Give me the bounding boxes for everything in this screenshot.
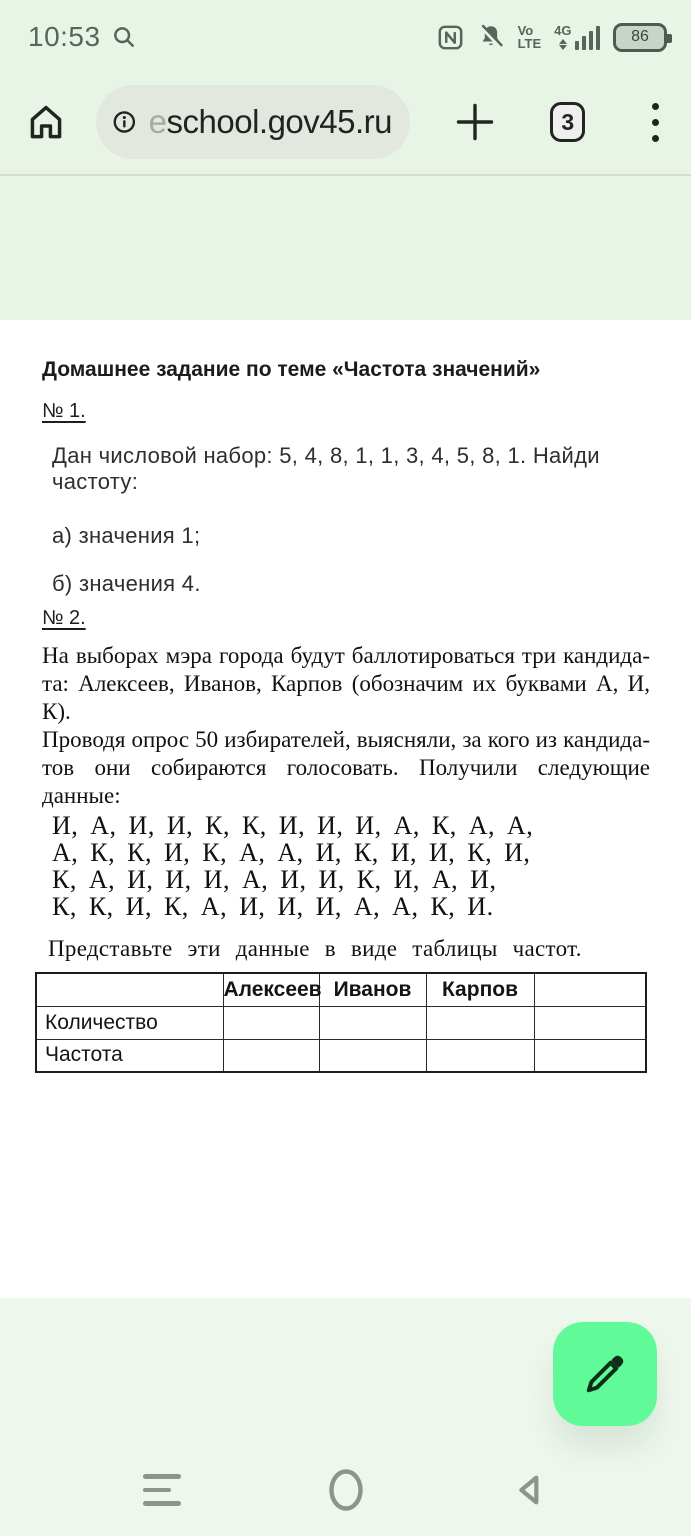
volte-bottom-label: LTE	[517, 36, 542, 51]
row-label-frequency: Частота	[36, 1039, 223, 1072]
task2-paragraph	[42, 642, 650, 810]
battery-percent: 86	[631, 28, 649, 45]
home-icon	[24, 100, 68, 144]
url-text	[149, 103, 392, 141]
task1-label: № 1.	[42, 400, 86, 422]
table-header-empty	[36, 973, 223, 1006]
homework-title: Домашнее задание по теме «Частота значений»	[42, 358, 541, 381]
plus-icon	[452, 99, 498, 145]
table-row	[36, 1039, 646, 1072]
network-type-label: 4G	[554, 23, 572, 38]
status-bar-right	[437, 23, 667, 52]
table-header-row	[36, 973, 646, 1006]
new-tab-button[interactable]	[452, 97, 498, 147]
status-bar	[0, 0, 691, 70]
table-cell	[223, 1006, 319, 1039]
survey-data-line: И, А, И, И, К, К, И, И, И, А, К, А, А,	[52, 811, 534, 840]
table-header-alekseev: Алексеев	[223, 973, 319, 1006]
kebab-dot	[652, 135, 659, 142]
survey-data-line: К, К, И, К, А, И, И, И, А, А, К, И.	[52, 892, 494, 921]
recents-icon	[143, 1474, 181, 1506]
edit-fab[interactable]	[553, 1322, 657, 1426]
table-cell	[534, 1006, 646, 1039]
pencil-icon	[581, 1350, 629, 1398]
signal-bars-icon	[575, 26, 601, 50]
survey-data-block	[52, 812, 691, 920]
url-bar[interactable]	[96, 85, 410, 159]
home-circle-icon	[326, 1465, 366, 1515]
notifications-muted-icon	[477, 23, 505, 51]
volte-indicator	[518, 24, 542, 50]
task2-instruction: Представьте эти данные в виде таблицы частот.	[48, 936, 582, 961]
row-label-quantity: Количество	[36, 1006, 223, 1039]
kebab-dot	[652, 119, 659, 126]
battery-tip	[667, 34, 672, 43]
tab-switcher-button[interactable]	[550, 102, 585, 142]
table-cell	[319, 1039, 426, 1072]
back-triangle-icon	[510, 1468, 550, 1512]
tab-count: 3	[561, 108, 575, 135]
data-arrows-icon	[559, 39, 567, 50]
signal-indicator	[554, 24, 600, 50]
network-type	[554, 24, 571, 50]
table-cell	[319, 1006, 426, 1039]
survey-data-line: А, К, К, И, К, А, А, И, К, И, И, К, И,	[52, 838, 531, 867]
document-page	[0, 320, 691, 1298]
task1-intro: Дан числовой набор: 5, 4, 8, 1, 1, 3, 4, 5, 8, 1. Найди частоту:	[52, 443, 600, 494]
nfc-icon	[437, 24, 464, 51]
battery-icon	[613, 23, 667, 52]
browser-toolbar	[0, 70, 691, 176]
paragraph-line: та: Алексеев, Иванов, Карпов (обозначим их буквами А, И, К).	[42, 671, 650, 724]
survey-data-line: К, А, И, И, И, А, И, И, К, И, А, И,	[52, 865, 497, 894]
url-rest: school.gov45.ru	[166, 103, 392, 140]
table-header-ivanov: Иванов	[319, 973, 426, 1006]
recents-button[interactable]	[140, 1464, 184, 1516]
paragraph-line: тов они собираются голосовать. Получили следующие данные:	[42, 755, 650, 808]
status-bar-left	[28, 21, 137, 53]
home-nav-button[interactable]	[324, 1464, 368, 1516]
status-time: 10:53	[28, 21, 101, 52]
table-header-karpov: Карпов	[426, 973, 534, 1006]
volte-top-label: Vo	[517, 23, 534, 38]
url-faded-prefix: e	[148, 103, 167, 140]
table-header-empty	[534, 973, 646, 1006]
paragraph-line: Проводя опрос 50 избирателей, выясняли, за кого из кандида-	[42, 727, 650, 752]
table-cell	[426, 1006, 534, 1039]
task2-label: № 2.	[42, 607, 86, 629]
table-row	[36, 1006, 646, 1039]
search-icon	[111, 24, 137, 50]
back-button[interactable]	[508, 1464, 552, 1516]
table-cell	[223, 1039, 319, 1072]
kebab-dot	[652, 103, 659, 110]
table-cell	[426, 1039, 534, 1072]
page-info-icon[interactable]	[112, 102, 137, 142]
task1-item-b: б) значения 4.	[52, 571, 201, 596]
task1-item-a: а) значения 1;	[52, 523, 201, 548]
table-cell	[534, 1039, 646, 1072]
paragraph-line: На выборах мэра города будут баллотироваться три кандида-	[42, 643, 650, 668]
home-button[interactable]	[24, 98, 68, 146]
browser-menu-button[interactable]	[643, 96, 667, 148]
frequency-table	[35, 972, 647, 1073]
system-nav-bar	[0, 1444, 691, 1536]
